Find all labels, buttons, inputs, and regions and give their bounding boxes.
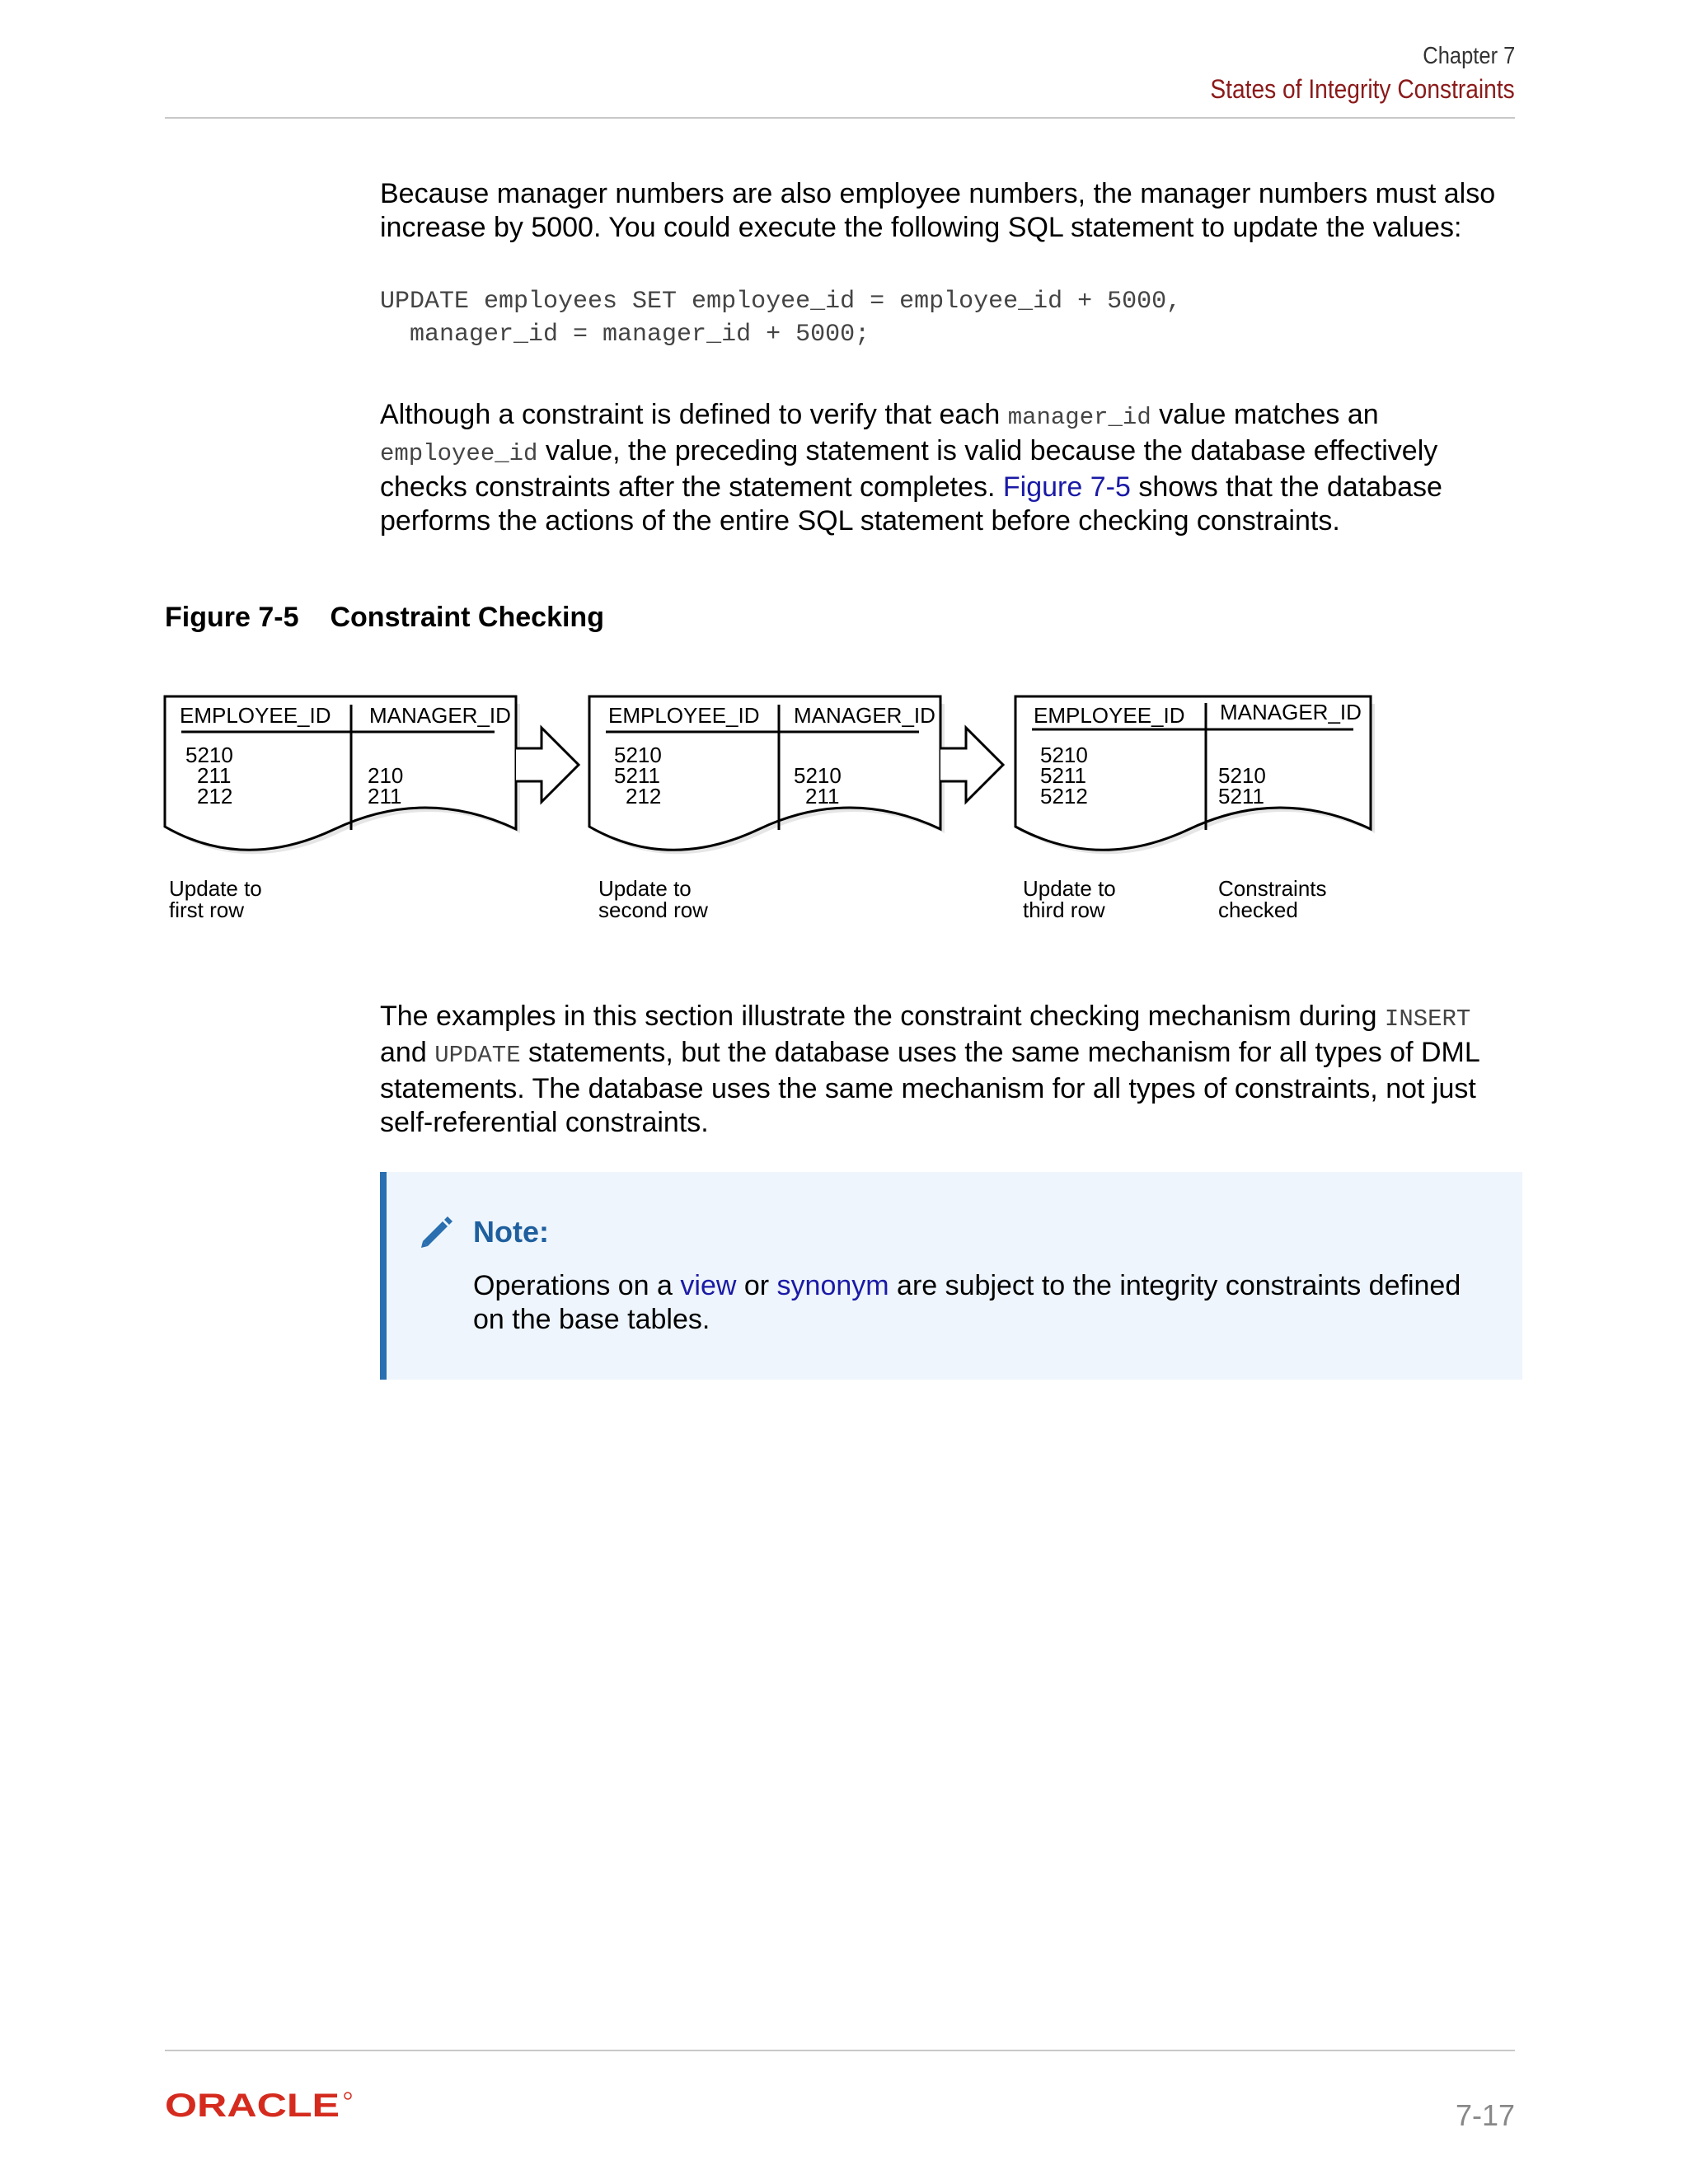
cell-mgr: 211 <box>805 784 840 808</box>
caption-line: third row <box>1023 898 1105 922</box>
caption-line: Update to <box>1023 876 1116 901</box>
cell-mgr: 5210 <box>794 763 842 788</box>
cell-emp: 5211 <box>614 763 660 788</box>
oracle-wordmark: ORACLE <box>165 2089 340 2122</box>
figure-7-5-link[interactable]: Figure 7-5 <box>1002 471 1131 503</box>
cell-emp: 212 <box>197 784 233 808</box>
column-header-employee-id: EMPLOYEE_ID <box>608 703 760 728</box>
cell-emp: 5212 <box>1040 784 1088 808</box>
column-header-employee-id: EMPLOYEE_ID <box>1034 703 1185 728</box>
caption-line: checked <box>1218 898 1298 922</box>
cell-emp: 5210 <box>614 743 662 767</box>
code-line-2: manager_id = manager_id + 5000; <box>380 321 870 349</box>
pencil-icon <box>418 1213 456 1251</box>
cell-mgr: 210 <box>368 763 404 788</box>
synonym-link[interactable]: synonym <box>776 1270 889 1301</box>
view-link[interactable]: view <box>680 1270 737 1301</box>
inline-code-employee-id: employee_id <box>380 440 538 467</box>
column-header-employee-id: EMPLOYEE_ID <box>180 703 331 728</box>
inline-code-manager-id: manager_id <box>1007 404 1151 431</box>
arrow-icon <box>516 728 579 802</box>
cell-emp: 212 <box>626 784 662 808</box>
caption-line: second row <box>598 898 708 922</box>
caption-line: Update to <box>169 876 262 901</box>
note-label: Note: <box>473 1215 549 1249</box>
text-run: shows that the database performs the actions of the entire SQL statement before checking constraints. <box>380 471 1442 537</box>
cell-mgr: 5210 <box>1218 763 1266 788</box>
column-header-manager-id: MANAGER_ID <box>369 703 511 728</box>
table-first-row-update <box>165 696 520 854</box>
note-callout <box>380 1172 1522 1380</box>
text-run: The examples in this section illustrate the constraint checking mechanism during <box>380 1001 1385 1032</box>
text-run: are subject to the integrity constraints defined on the base tables. <box>473 1270 1461 1335</box>
table-third-row-update <box>1015 696 1375 854</box>
text-run: Operations on a <box>473 1270 681 1301</box>
text-run: statements, but the database uses the same mechanism for all types of DML statements. The database uses the same mechanism for all types of constraints, not just self-referential constraints. <box>380 1037 1479 1138</box>
cell-emp: 211 <box>197 763 232 788</box>
table-second-row-update <box>589 696 945 854</box>
caption-line: Constraints <box>1218 876 1327 901</box>
cell-emp: 5210 <box>185 743 233 767</box>
sql-code-block <box>380 285 1181 351</box>
figure-number: Figure 7-5 <box>165 602 299 633</box>
column-header-manager-id: MANAGER_ID <box>794 703 935 728</box>
arrow-icon <box>940 728 1003 802</box>
cell-emp: 5211 <box>1040 763 1086 788</box>
text-run: and <box>380 1037 435 1068</box>
cell-mgr: 5211 <box>1218 784 1264 808</box>
header-divider <box>165 117 1515 119</box>
caption-line: Update to <box>598 876 692 901</box>
text-run: or <box>736 1270 777 1301</box>
explanation-paragraph <box>380 398 1522 538</box>
note-text <box>473 1269 1487 1337</box>
inline-code-insert: INSERT <box>1384 1005 1471 1033</box>
constraint-checking-diagram <box>157 672 1409 935</box>
cell-mgr: 211 <box>368 784 402 808</box>
intro-paragraph: Because manager numbers are also employee numbers, the manager numbers must also increase by 5000. You could execute the following SQL statement to update the values: <box>380 178 1496 243</box>
code-line-1: UPDATE employees SET employee_id = employee_id + 5000, <box>380 288 1182 316</box>
caption-line: first row <box>169 898 244 922</box>
footer-divider <box>165 2050 1515 2051</box>
column-header-manager-id: MANAGER_ID <box>1220 700 1362 724</box>
mechanism-paragraph <box>380 1000 1522 1140</box>
cell-emp: 5210 <box>1040 743 1088 767</box>
chapter-label: Chapter 7 <box>1422 43 1515 69</box>
section-title[interactable]: States of Integrity Constraints <box>1210 74 1515 104</box>
text-run: Although a constraint is defined to verify that each <box>380 399 1008 430</box>
page-number: 7-17 <box>1455 2098 1515 2132</box>
text-run: value matches an <box>1151 399 1379 430</box>
text-run: value, the preceding statement is valid because the database effectively checks constraints after the statement completes. <box>380 435 1438 503</box>
figure-title <box>165 602 604 634</box>
figure-caption: Constraint Checking <box>330 602 604 633</box>
oracle-logo <box>165 2089 354 2126</box>
inline-code-update: UPDATE <box>434 1042 521 1069</box>
